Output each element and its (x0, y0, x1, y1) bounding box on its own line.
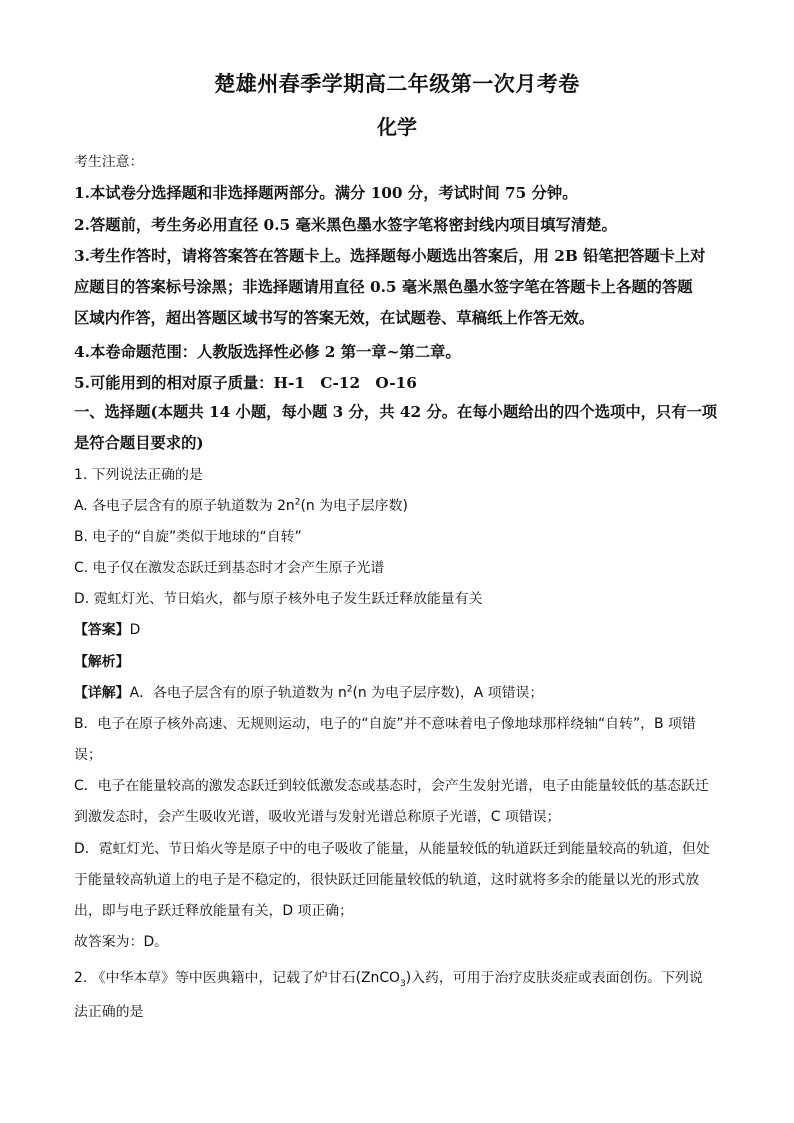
section-heading-line-2: 是符合题目要求的) (74, 434, 204, 452)
exam-title: 楚雄州春季学期高二年级第一次月考卷 (214, 71, 580, 96)
notice-item-4: 4.本卷命题范围：人教版选择性必修 2 第一章~第二章。 (74, 343, 461, 361)
detail-label: 【详解】 (74, 685, 130, 701)
q1-option-c: C. 电子仅在激发态跃迁到基态时才会产生原子光谱 (74, 560, 385, 576)
notice-item-2: 2.答题前，考生务必用直径 0.5 毫米黑色墨水签字笔将密封线内项目填写清楚。 (74, 216, 617, 234)
q1-detail-d-line-2: 于能量较高轨道上的电子是不稳定的，很快跃迁回能量较低的轨道，这时就将多余的能量以光的形式放 (74, 872, 700, 888)
q1-detail-c-line-1: C．电子在能量较高的激发态跃迁到较低激发态或基态时，会产生发射光谱，电子由能量较低的基态跃迁 (74, 778, 709, 794)
q1-option-b: B. 电子的“自旋”类似于地球的“自转” (74, 529, 302, 545)
notice-item-3-cont-1: 应题目的答案标号涂黑；非选择题请用直径 0.5 毫米黑色墨水签字笔在答题卡上各题的答题 (74, 278, 693, 296)
answer-label: 【答案】 (74, 622, 130, 638)
notice-heading: 考生注意： (74, 154, 144, 170)
q1-detail-b-line-1: B．电子在原子核外高速、无规则运动，电子的“自旋”并不意味着电子像地球那样绕轴“自转”，B 项错 (74, 716, 696, 732)
q1-option-a: A. 各电子层含有的原子轨道数为 $2n^2(n$ 为电子层序数) (74, 497, 408, 514)
answer-value: D (129, 622, 141, 638)
q1-detail-d-line-1: D．霓虹灯光、节日焰火等是原子中的电子吸收了能量，从能量较低的轨道跃迁到能量较高的轨道，但处 (74, 841, 710, 857)
q1-detail-d-line-3: 出，即与电子跃迁释放能量有关，D 项正确； (74, 903, 354, 919)
q2-stem-line-2: 法正确的是 (74, 1004, 144, 1020)
exam-subject: 化学 (377, 115, 417, 139)
section-heading-line-1: 一、选择题(本题共 14 小题，每小题 3 分，共 42 分。在每小题给出的四个选项中，只有一项 (74, 403, 718, 421)
q2-stem-line-1: 2. 《中华本草》等中医典籍中，记载了炉甘石(ZnCO$_3$)入药，可用于治疗皮肤炎症或表面创伤。下列说 (74, 970, 703, 989)
q2-formula: ZnCO$_3$ (361, 970, 406, 989)
notice-item-3: 3.考生作答时，请将答案答在答题卡上。选择题每小题选出答案后，用 2B 铅笔把答题卡上对 (74, 247, 706, 265)
q1-detail-a: 【详解】A．各电子层含有的原子轨道数为 $n^2(n$ 为电子层序数)，A 项错误； (74, 684, 544, 701)
q1-stem: 1. 下列说法正确的是 (74, 467, 203, 483)
notice-item-3-cont-2: 区域内作答，超出答题区域书写的答案无效，在试题卷、草稿纸上作答无效。 (74, 309, 595, 327)
q1-detail-c-line-2: 到激发态时，会产生吸收光谱，吸收光谱与发射光谱总称原子光谱，C 项错误； (74, 809, 561, 825)
q1-conclusion: 故答案为：D。 (74, 934, 169, 950)
q1-detail-b-line-2: 误； (74, 747, 102, 763)
notice-item-1: 1.本试卷分选择题和非选择题两部分。满分 100 分，考试时间 75 分钟。 (74, 184, 578, 202)
q1-analysis-label: 【解析】 (74, 654, 130, 670)
notice-item-5: 5.可能用到的相对原子质量：H-1 C-12 O-16 (74, 374, 417, 392)
q1-answer (74, 618, 140, 638)
q1-option-d: D. 霓虹灯光、节日焰火，都与原子核外电子发生跃迁释放能量有关 (74, 591, 483, 607)
